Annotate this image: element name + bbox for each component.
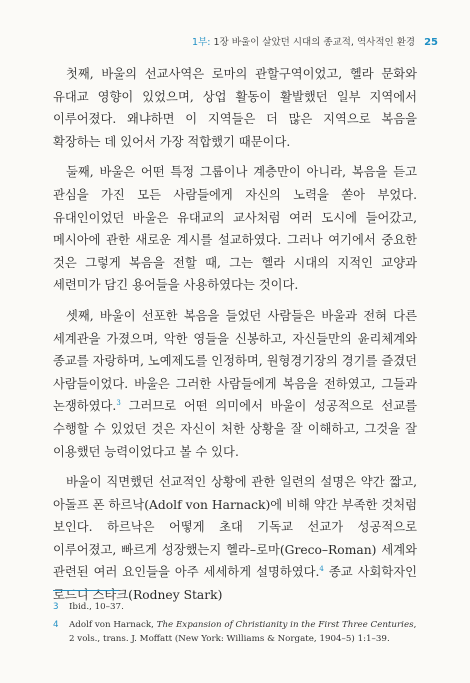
paragraph-text-continued: 그러므로 어떤 의미에서 바울이 성공적으로 선교를 수행할 수 있었던 것은 자신이 처한 상황을 잘 이해하고, 그것을 잘 이용했던 능력이었다고 볼 수 있다. (53, 399, 417, 459)
footnote-book-title: The Expansion of Christianity in the First Three Centuries (156, 620, 414, 630)
body-text (53, 63, 417, 615)
paragraph-second (53, 161, 417, 297)
paragraph-first (53, 63, 417, 153)
footnote-number: 4 (53, 620, 59, 630)
paragraph-text: 셋째, 바울이 선포한 복음을 들었던 사람들은 바울과 전혀 다른 세계관을 가졌으며, 악한 영들을 신봉하고, 자신들만의 윤리체계와 종교를 자랑하며, 노예제도를 인정하며, 원형경기장의 경기를 즐겼던 사람들이었다. 바울은 그러한 사람들에게 복음을 전하였고, 그들과 논쟁하였다. (53, 308, 417, 414)
footnote-text (69, 618, 423, 646)
part-label: 1부: (192, 37, 211, 48)
footnote-text: Ibid., 10–37. (69, 602, 124, 612)
paragraph-text: 첫째, 바울의 선교사역은 로마의 관할구역이었고, 헬라 문화와 유대교 영향이 있었으며, 상업 활동이 활발했던 일부 지역에서 이루어졌다. 왜냐하면 이 지역들은 더 많은 지역으로 복음을 확장하는 데 있어서 가장 적합했기 때문이다. (53, 67, 417, 149)
footnote-item (53, 618, 423, 646)
paragraph-fourth (53, 471, 417, 607)
footnote-ref-4[interactable]: 4 (319, 565, 324, 574)
paragraph-text: 둘째, 바울은 어떤 특정 그룹이나 계층만이 아니라, 복음을 듣고 관심을 가진 모든 사람들에게 자신의 노력을 쏟아 부었다. 유대인이었던 바울은 유대교의 교사처럼 여러 도시에 들어갔고, 메시아에 관한 새로운 계시를 설교하였다. 그러나 여기에서 중요한 것은 그렇게 복음을 전할 때, 그는 헬라 시대의 지적인 교양과 세련미가 담긴 용어들을 사용하였다는 것이다. (53, 165, 417, 293)
footnote-ref-3[interactable]: 3 (116, 399, 121, 408)
footnote-publication: , 2 vols., trans. J. Moffatt (New York: Williams & Norgate, 1904–5) 1:1–39. (69, 620, 417, 644)
paragraph-text: 바울이 직면했던 선교적인 상황에 관한 일련의 설명은 약간 짧고, 아돌프 폰 하르낙(Adolf von Harnack)에 비해 약간 부족한 것처럼 보인다. 하르낙은 어떻게 초대 기독교 선교가 성공적으로 이루어졌고, 빠르게 성장했는지 헬라–로마(Greco–Roman) 세계와 관련된 여러 요인들을 아주 세세하게 설명하였다. (53, 475, 417, 580)
footnote-author: Adolf von Harnack, (69, 620, 157, 630)
paragraph-text-continued: 종교 사회학자인 로드니 스타크(Rodney Stark) (53, 565, 417, 603)
running-header (0, 34, 438, 48)
chapter-title: 1장 바울이 살았던 시대의 종교적, 역사적인 환경 (213, 37, 416, 48)
footnote-divider (53, 590, 119, 591)
page-number: 25 (424, 37, 438, 48)
paragraph-third (53, 305, 417, 463)
footnote-number: 3 (53, 602, 59, 612)
footnotes (53, 600, 423, 650)
footnote-item (53, 600, 423, 614)
